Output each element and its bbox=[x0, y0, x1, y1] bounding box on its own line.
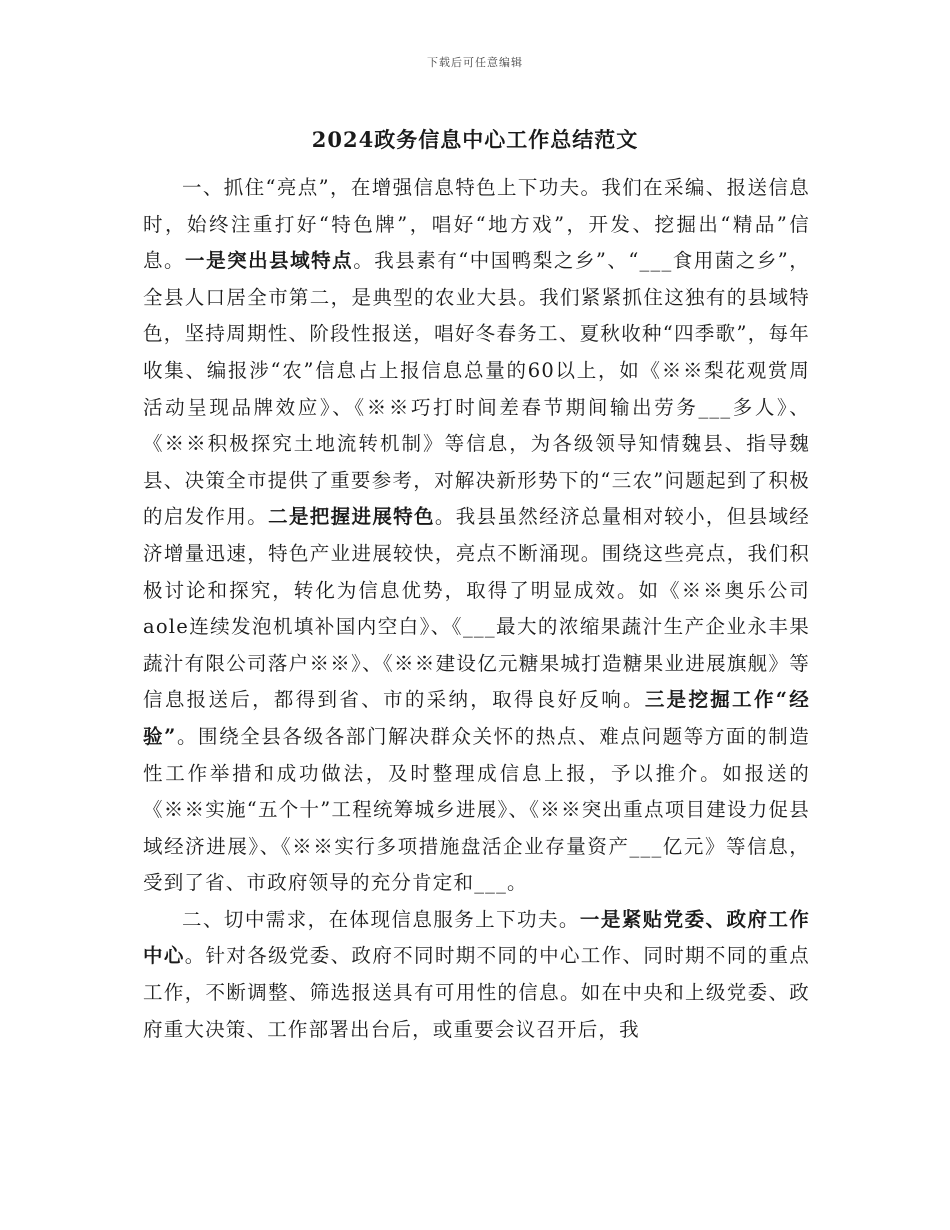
paragraph-text: 。我县虽然经济总量相对较小，但县域经济增量迅速，特色产业进展较快，亮点不断涌现。围绕这些亮点，我们积极讨论和探究，转化为信息优势，取得了明显成效。如《※※奥乐公司aole连续发泡机填补国内空白》、《___最大的浓缩果蔬汁生产企业永丰果蔬汁有限公司落户※※》、《※※建设亿元糖果城打造糖果业进展旗舰》等信息报送后，都得到省、市的采纳，取得良好反响。 bbox=[143, 505, 811, 712]
paragraph-2 bbox=[143, 902, 810, 1048]
page-header-note: 下载后可任意编辑 bbox=[427, 56, 523, 69]
paragraph-text: 一、抓住“亮点”，在增强信息特色上下功夫。我们在采编、报送信息时，始终注重打好“特色牌”，唱好“地方戏”，开发、挖掘出“精品”信息。 bbox=[143, 176, 810, 273]
bold-phrase: 二是把握进展特色 bbox=[268, 505, 435, 529]
document-title: 2024政务信息中心工作总结范文 bbox=[311, 127, 639, 152]
paragraph-1 bbox=[143, 170, 810, 902]
bold-phrase: 一是紧贴党委、政府工作中心 bbox=[143, 907, 810, 968]
document-body bbox=[143, 170, 810, 1048]
paragraph-text: 二、切中需求，在体现信息服务上下功夫。 bbox=[182, 907, 580, 931]
bold-phrase: 一是突出县域特点 bbox=[185, 249, 354, 273]
paragraph-text: 。围绕全县各级各部门解决群众关怀的热点、难点问题等方面的制造性工作举措和成功做法，及时整理成信息上报，予以推介。如报送的《※※实施“五个十”工程统筹城乡进展》、《※※突出重点项目建设力促县域经济进展》、《※※实行多项措施盘活企业存量资产___亿元》等信息，受到了省、市政府领导的充分肯定和___。 bbox=[143, 724, 810, 895]
paragraph-text: 。针对各级党委、政府不同时期不同的中心工作、同时期不同的重点工作，不断调整、筛选报送具有可用性的信息。如在中央和上级党委、政府重大决策、工作部署出台后，或重要会议召开后，我 bbox=[143, 944, 810, 1041]
bold-phrase: 三是挖掘工作“经验” bbox=[143, 688, 810, 748]
paragraph-text: 。我县素有“中国鸭梨之乡”、“___食用菌之乡”，全县人口居全市第二，是典型的农业大县。我们紧紧抓住这独有的县域特色，坚持周期性、阶段性报送，唱好冬春务工、夏秋收种“四季歌”，每年收集、编报涉“农”信息占上报信息总量的60以上，如《※※梨花观赏周活动呈现品牌效应》、《※※巧打时间差春节期间输出劳务___多人》、《※※积极探究土地流转机制》等信息，为各级领导知情魏县、指导魏县、决策全市提供了重要参考，对解决新形势下的“三农”问题起到了积极的启发作用。 bbox=[143, 249, 810, 529]
